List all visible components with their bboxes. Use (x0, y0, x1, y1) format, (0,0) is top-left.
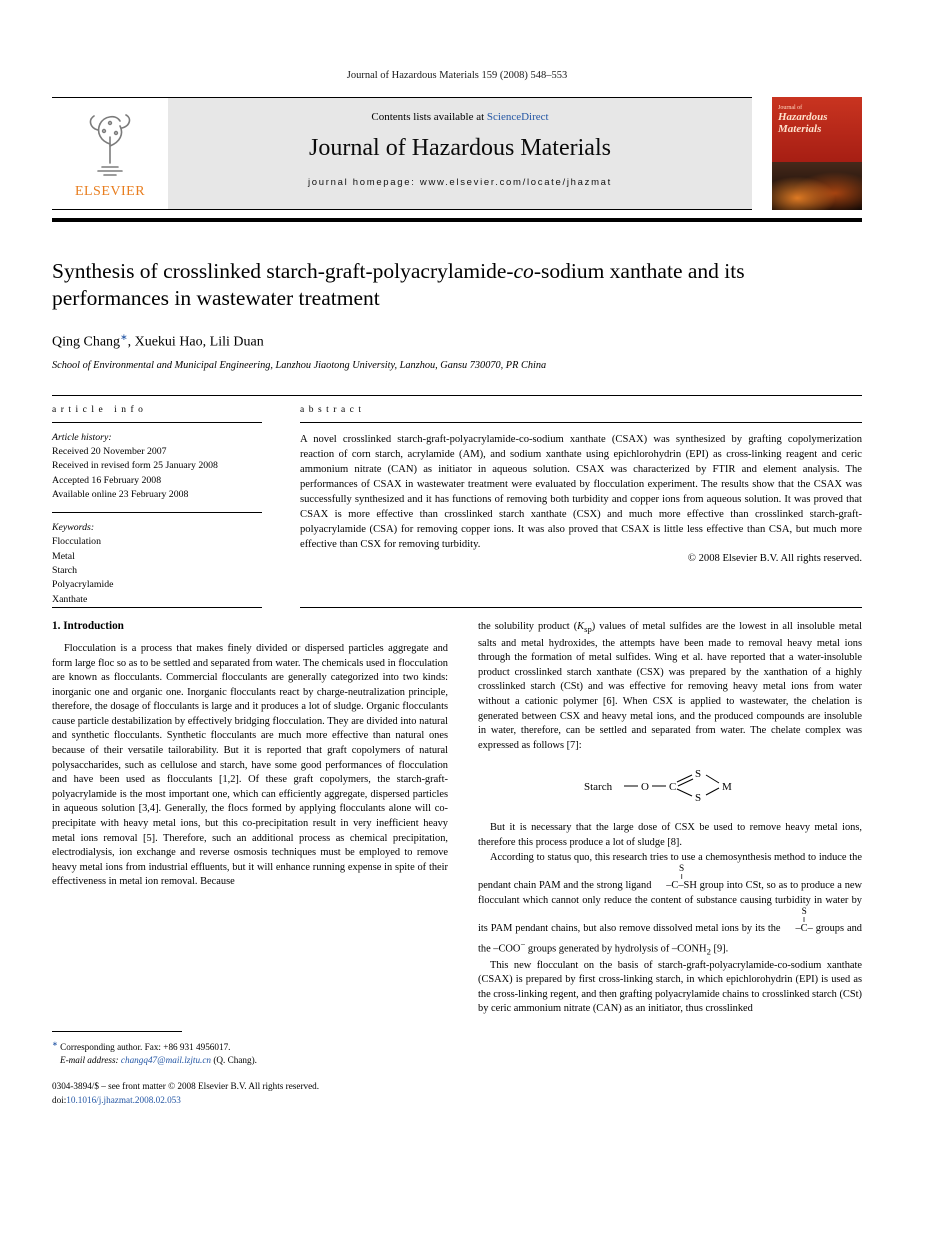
chem1-sulfur: S (678, 864, 685, 875)
article-history (52, 423, 262, 513)
article-title (52, 258, 862, 312)
cover-title-line2: Materials (778, 123, 822, 135)
article-title-pre: Synthesis of crosslinked starch-graft-polyacrylamide- (52, 259, 514, 283)
chem1-base: –C–SH (666, 879, 697, 891)
p3-text-a: According to status quo, this research tries to use a chemosynthesis method to induce the pendant chain PAM and the strong ligand (478, 851, 862, 891)
doi-label: doi: (52, 1094, 67, 1105)
contents-line-text: Contents lists available at (371, 111, 487, 123)
corresponding-author-mark[interactable]: ∗ (120, 332, 128, 342)
abstract-copyright: © 2008 Elsevier B.V. All rights reserved. (687, 553, 862, 565)
cover-artwork (772, 162, 862, 210)
history-line: Received 20 November 2007 (52, 445, 167, 457)
journal-cover-thumbnail (772, 97, 862, 210)
footnote-line1 (52, 1038, 862, 1054)
keyword-item: Xanthate (52, 593, 88, 605)
keyword-item: Starch (52, 565, 78, 577)
formula-metal-atom: M (722, 781, 732, 794)
doi-link[interactable]: 10.1016/j.jhazmat.2008.02.053 (66, 1094, 181, 1105)
abstract-text: A novel crosslinked starch-graft-polyacrylamide-co-sodium xanthate (CSAX) was synthesized by grafting copolymerization reaction of corn starch, acrylamide (AM), and sodium xanthate using epichlorohydrin (EPI) as cross-linking reagent and ceric ammonium nitrate (CAN) as initiator in aqueous solution. CSAX was characterized by FTIR and element analysis. The performances of CSAX in wastewater treatment were evaluated by flocculation experiment. The results show that the CSAX was successfully synthesized and it has functions of removing both turbidity and copper ions from aqueous solution. It was proved that CSAX is more effective than crosslinked starch xanthate (CSX) and much more effective than crosslinked starch-graft-polyacrylamide (CSA) for removing copper ions. It was also proved that CSAX is little less effective than CSA, but much more effective than CSX for removing turbidity. (300, 433, 862, 551)
formula-oxygen-atom: O (641, 781, 649, 794)
conh2-subscript: 2 (706, 946, 711, 957)
chem2-base: –C– (795, 922, 813, 934)
body-columns (52, 620, 862, 1017)
article-info-header: article info (52, 396, 262, 423)
issn-copyright-line: 0304-3894/$ – see front matter © 2008 Elsevier B.V. All rights reserved. (52, 1081, 320, 1092)
abstract-body (300, 423, 862, 575)
article-title-post: -sodium xanthate and its performances in wastewater treatment (52, 259, 745, 310)
journal-banner-title: Journal of Hazardous Materials (309, 135, 611, 161)
section-1-heading: 1. Introduction (52, 619, 124, 632)
abstract-column (300, 396, 862, 608)
footnote-fax-text: Corresponding author. Fax: +86 931 4956017. (57, 1042, 231, 1053)
corresponding-author-footnote (52, 1038, 862, 1067)
authors-rest: , Xuekui Hao, Lili Duan (127, 334, 264, 350)
journal-banner (168, 98, 752, 209)
keyword-item: Polyacrylamide (52, 579, 114, 591)
affiliation: School of Environmental and Municipal Engineering, Lanzhou Jiaotong University, Lanzhou, Gansu 730070, PR China (52, 359, 547, 371)
col2-paragraph-3 (478, 851, 862, 959)
chem2-double-bond: ‖ (803, 915, 806, 925)
header-divider-bar (52, 218, 862, 222)
history-label: Article history: (52, 431, 112, 443)
elsevier-logo (52, 98, 168, 209)
elsevier-tree-icon (79, 111, 141, 182)
journal-page (52, 0, 862, 1107)
contents-line (168, 111, 752, 123)
p1-text-b: ) values of metal sulfides are the lowest in all insoluble metal salts and metal hydroxides, the attempts have been made to removal heavy metal ions through the formation of metal sulfides. Wing et al. have reported that a water-insoluble product crosslinked starch xanthate (CSX) was prepared by the xanthation of a highly crosslinked starch (CSt) and was effective for removing heavy metal ions from water without a cationic polymer [6]. When CSX is applied to wastewater, the chelation is generated between CSX and heavy metal ions, and the produced compounds are insoluble in water, therefore, can be settled and separated from water. The chelate complex was expressed as follows [7]: (478, 620, 862, 751)
history-line: Available online 23 February 2008 (52, 488, 189, 500)
p3-text-d: groups generated by hydrolysis of –CONH (525, 942, 707, 954)
article-title-co: co (513, 259, 534, 283)
journal-header (52, 97, 862, 210)
formula-sulfur-atom-bottom: S (695, 792, 702, 805)
p3-text-e: [9]. (710, 942, 729, 954)
coo-minus-superscript: − (520, 938, 526, 949)
cover-title-block (772, 97, 862, 135)
thiocarbonyl-group-structure (783, 908, 812, 934)
formula-carbon-atom: C (669, 781, 677, 794)
cover-title-line1: Hazardous (778, 111, 828, 123)
keyword-item: Metal (52, 550, 75, 562)
intro-paragraph: Flocculation is a process that makes finely divided or dispersed particles aggregate and form large floc so as to be settled and separated from water. The chemicals used in flocculation are known as flocculants. Commercial flocculants are generally categorized into two kinds: inorganic one and organic one. Inorganic flocculants react by charge-neutralization principle, therefore, the dosage of flocculants is large and it produces a lot of sludge. Organic flocculants cause particle destabilization by effectively bridging flocculation. They are divided into natural and synthetic flocculants. Synthetic flocculants are much more effective than natural ones because of their versatile tailorability. But it is reported that graft copolymers of natural polysaccharides, such as cellulose and starch, have some good performances of flocculation and have been used as flocculants [1,2]. Of these graft copolymers, the starch-graft-polyacrylamide is the most important one, which can efficiently aggregate, dispersed particles in aqueous solution [3,4]. Generally, the flocs formed by applying flocculants alone will co-precipitate with heavy metal ions, but this co-precipitation result in very inefficient heavy metal ions removal [5]. Therefore, such an additional process as chemical precipitation, electrodialysis, ion exchange and reverse osmosis techniques must be employed to remove heavy metal ions from industrial effluents, but it will enhance running expense in spite of their effectiveness in metal ion removal. Because (52, 642, 448, 888)
chelate-complex-formula (478, 762, 862, 813)
formula-sulfur-atom-top: S (695, 768, 702, 781)
sciencedirect-link[interactable]: ScienceDirect (486, 111, 549, 123)
body-column-left (52, 620, 448, 1017)
author-first: Qing Chang (52, 334, 121, 350)
email-label: E-mail address: (60, 1055, 121, 1066)
email-suffix: (Q. Chang). (211, 1055, 257, 1066)
cover-journal-of: Journal of (778, 105, 803, 111)
publisher-footer (52, 1080, 862, 1107)
col2-paragraph-4: This new flocculant on the basis of starch-graft-polyacrylamide-co-sodium xanthate (CSAX) is prepared by first cross-linking starch, in which epichlorohydrin (EPI) is used as the cross-linking regent, and then grafting polyacrylamide chains to crosslinked starch (CSt) by ceric ammonium nitrate (CAN) as an initiator, thus crosslinked (478, 959, 862, 1015)
ksp-subscript: sp (584, 624, 592, 634)
chem2-sulfur: S (801, 907, 807, 918)
homepage-label: journal homepage: (307, 177, 420, 188)
elsevier-wordmark: ELSEVIER (74, 184, 146, 199)
article-info-column (52, 396, 262, 608)
doi-line (52, 1094, 862, 1108)
footnote-asterisk: ∗ (52, 1040, 58, 1049)
abstract-header: abstract (300, 396, 862, 423)
ksp-symbol: K (577, 620, 585, 632)
email-link[interactable]: changq47@mail.lzjtu.cn (120, 1055, 212, 1066)
p3-text-b: group into CSt, so as to produce a new flocculant which cannot only reduce the content of substance causing turbidity in water by its PAM pendant chains, but also remove dissolved metal ions by its the (478, 879, 862, 934)
author-list (52, 332, 862, 351)
page-citation: Journal of Hazardous Materials 159 (2008) 548–553 (346, 70, 568, 81)
col2-paragraph-1 (478, 620, 862, 753)
p3-text-c: groups and the –COO (478, 922, 862, 954)
history-line: Received in revised form 25 January 2008 (52, 460, 218, 472)
keywords-label: Keywords: (52, 522, 95, 534)
homepage-url-link[interactable]: www.elsevier.com/locate/jhazmat (419, 177, 613, 188)
chem1-double-bond: ‖ (680, 872, 683, 882)
history-line: Accepted 16 February 2008 (52, 474, 162, 486)
col2-paragraph-2: But it is necessary that the large dose of CSX be used to remove heavy metal ions, therefore this process produce a lot of sludge [8]. (478, 822, 862, 848)
keyword-item: Flocculation (52, 536, 101, 548)
homepage-line (168, 177, 752, 188)
footnote-rule (52, 1031, 182, 1032)
footnote-line2 (52, 1054, 862, 1067)
meta-section (52, 395, 862, 608)
p1-text-a: the solubility product ( (478, 620, 578, 632)
keywords-block (52, 513, 262, 607)
formula-starch-label: Starch (584, 781, 613, 794)
body-column-right (478, 620, 862, 1017)
banner-wrap (52, 97, 752, 210)
xanthate-group-structure (654, 865, 697, 891)
